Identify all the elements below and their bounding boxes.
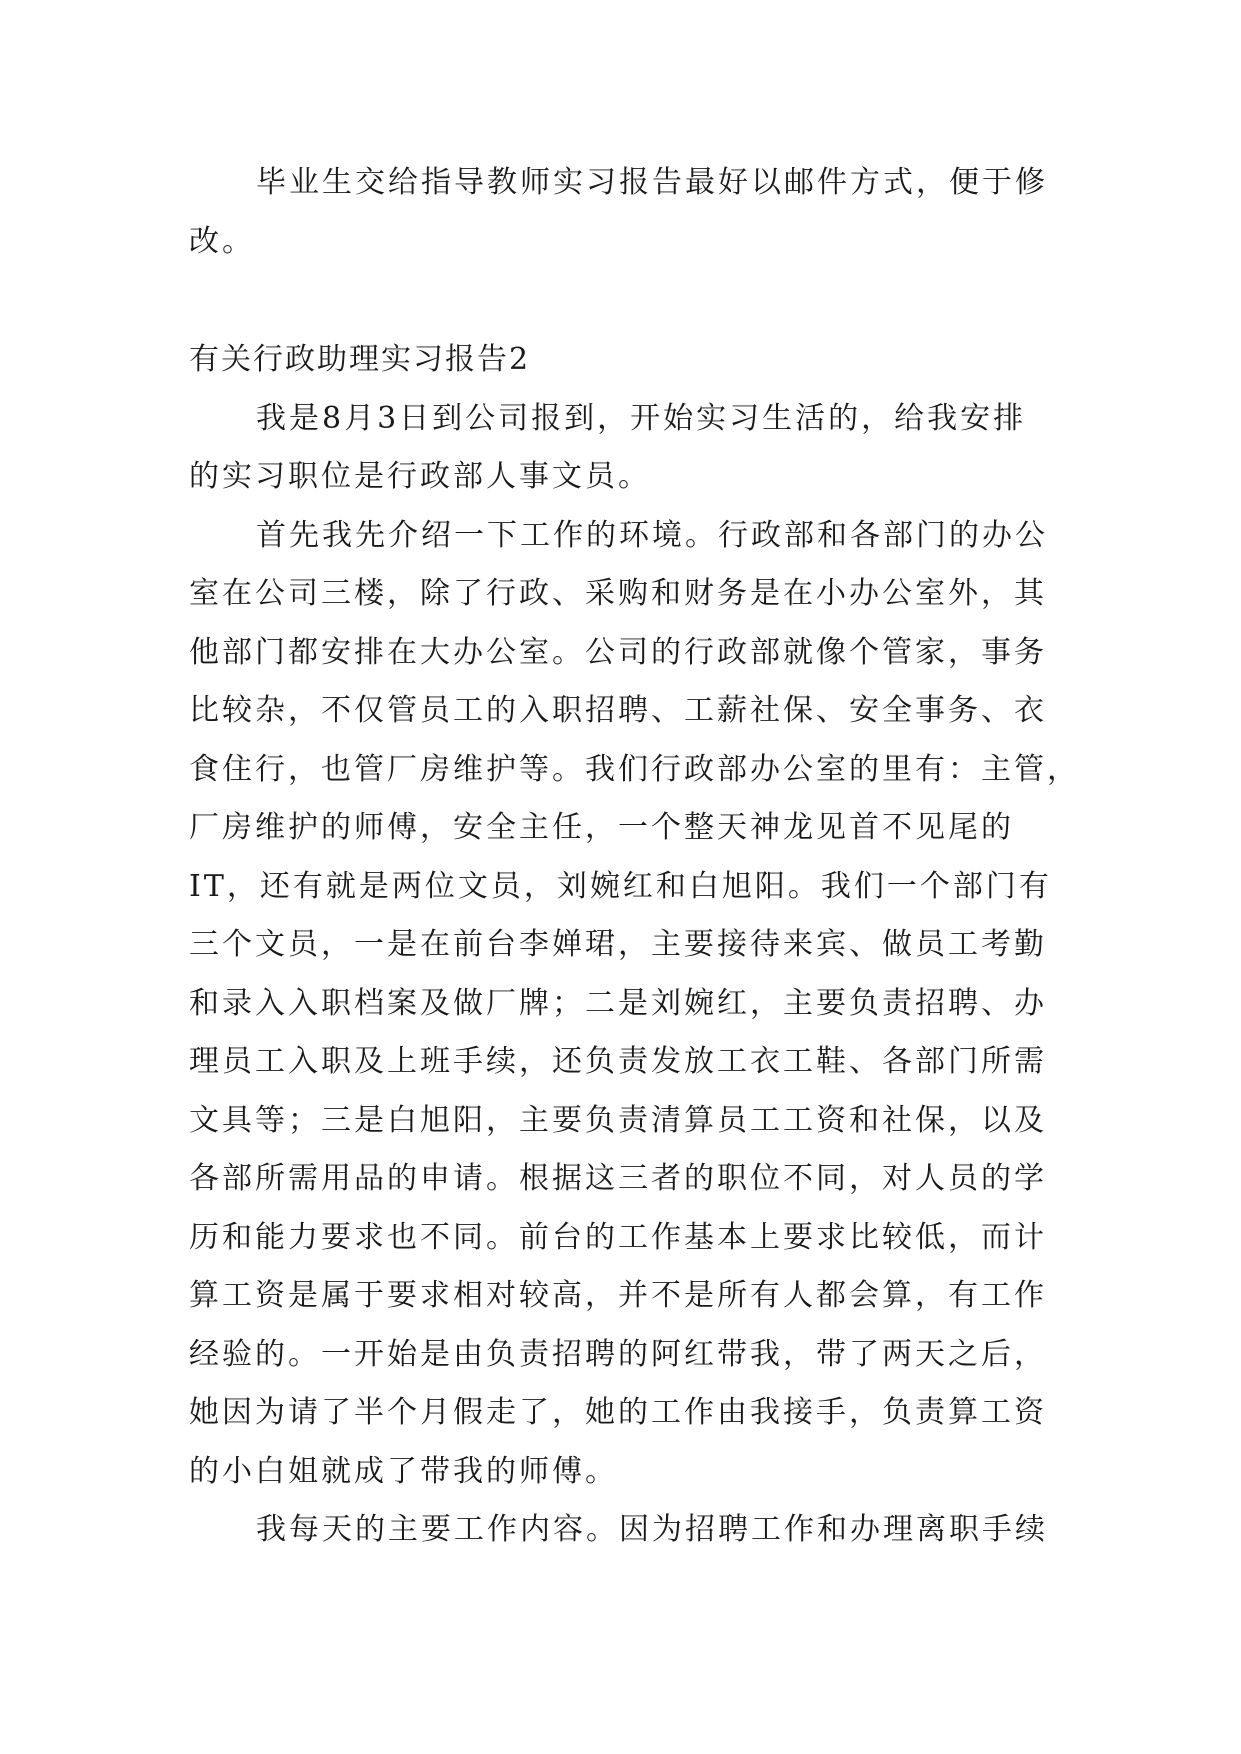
- paragraph-4: [189, 1501, 1049, 1560]
- paragraph-3-line-7: IT，还有就是两位文员，刘婉红和白旭阳。我们一个部门有: [189, 868, 1052, 904]
- paragraph-3-line-10: 理员工入职及上班手续，还负责发放工衣工鞋、各部门所需: [189, 1044, 1047, 1079]
- paragraph-3-line-2: 室在公司三楼，除了行政、采购和财务是在小办公室外，其: [189, 576, 1047, 611]
- document-body: [189, 154, 1080, 1560]
- paragraph-3-line-3: 他部门都安排在大办公室。公司的行政部就像个管家，事务: [189, 634, 1047, 670]
- paragraph-2-line-1: 我是8月3日到公司报到，开始实习生活的，给我安排: [256, 400, 1027, 436]
- paragraph-3-line-17: 的小白姐就成了带我的师傅。: [189, 1453, 618, 1489]
- paragraph-3-line-5: 食住行，也管厂房维护等。我们行政部办公室的里有：主管，: [189, 751, 1080, 787]
- paragraph-3-line-15: 经验的。一开始是由负责招聘的阿红带我，带了两天之后，: [189, 1336, 1047, 1372]
- paragraph-3-line-12: 各部所需用品的申请。根据这三者的职位不同，对人员的学: [189, 1161, 1047, 1196]
- paragraph-1: [189, 154, 1049, 271]
- paragraph-3-line-11: 文具等；三是白旭阳，主要负责清算员工工资和社保，以及: [189, 1102, 1047, 1138]
- section-heading: 有关行政助理实习报告2: [189, 342, 531, 377]
- paragraph-1-line-2: 改。: [189, 223, 255, 259]
- paragraph-3-line-4: 比较杂，不仅管员工的入职招聘、工薪社保、安全事务、衣: [189, 693, 1047, 728]
- paragraph-gap: [189, 271, 1049, 331]
- paragraph-3-line-13: 历和能力要求也不同。前台的工作基本上要求比较低，而计: [189, 1219, 1047, 1255]
- paragraph-3-line-6: 厂房维护的师傅，安全主任，一个整天神龙见首不见尾的: [189, 810, 1014, 845]
- paragraph-2-line-2: 的实习职位是行政部人事文员。: [189, 459, 651, 494]
- paragraph-3-line-14: 算工资是属于要求相对较高，并不是所有人都会算，有工作: [189, 1278, 1047, 1313]
- paragraph-3-line-16: 她因为请了半个月假走了，她的工作由我接手，负责算工资: [189, 1395, 1047, 1430]
- paragraph-3-line-8: 三个文员，一是在前台李婵珺，主要接待来宾、做员工考勤: [189, 927, 1047, 962]
- paragraph-3-line-9: 和录入入职档案及做厂牌；二是刘婉红，主要负责招聘、办: [189, 985, 1047, 1021]
- paragraph-3-line-1: 首先我先介绍一下工作的环境。行政部和各部门的办公: [256, 517, 1048, 553]
- paragraph-3: [189, 507, 1080, 1502]
- paragraph-1-line-1: 毕业生交给指导教师实习报告最好以邮件方式，便于修: [256, 165, 1048, 200]
- paragraph-2: [189, 390, 1049, 507]
- paragraph-4-line-1: 我每天的主要工作内容。因为招聘工作和办理离职手续: [256, 1512, 1048, 1547]
